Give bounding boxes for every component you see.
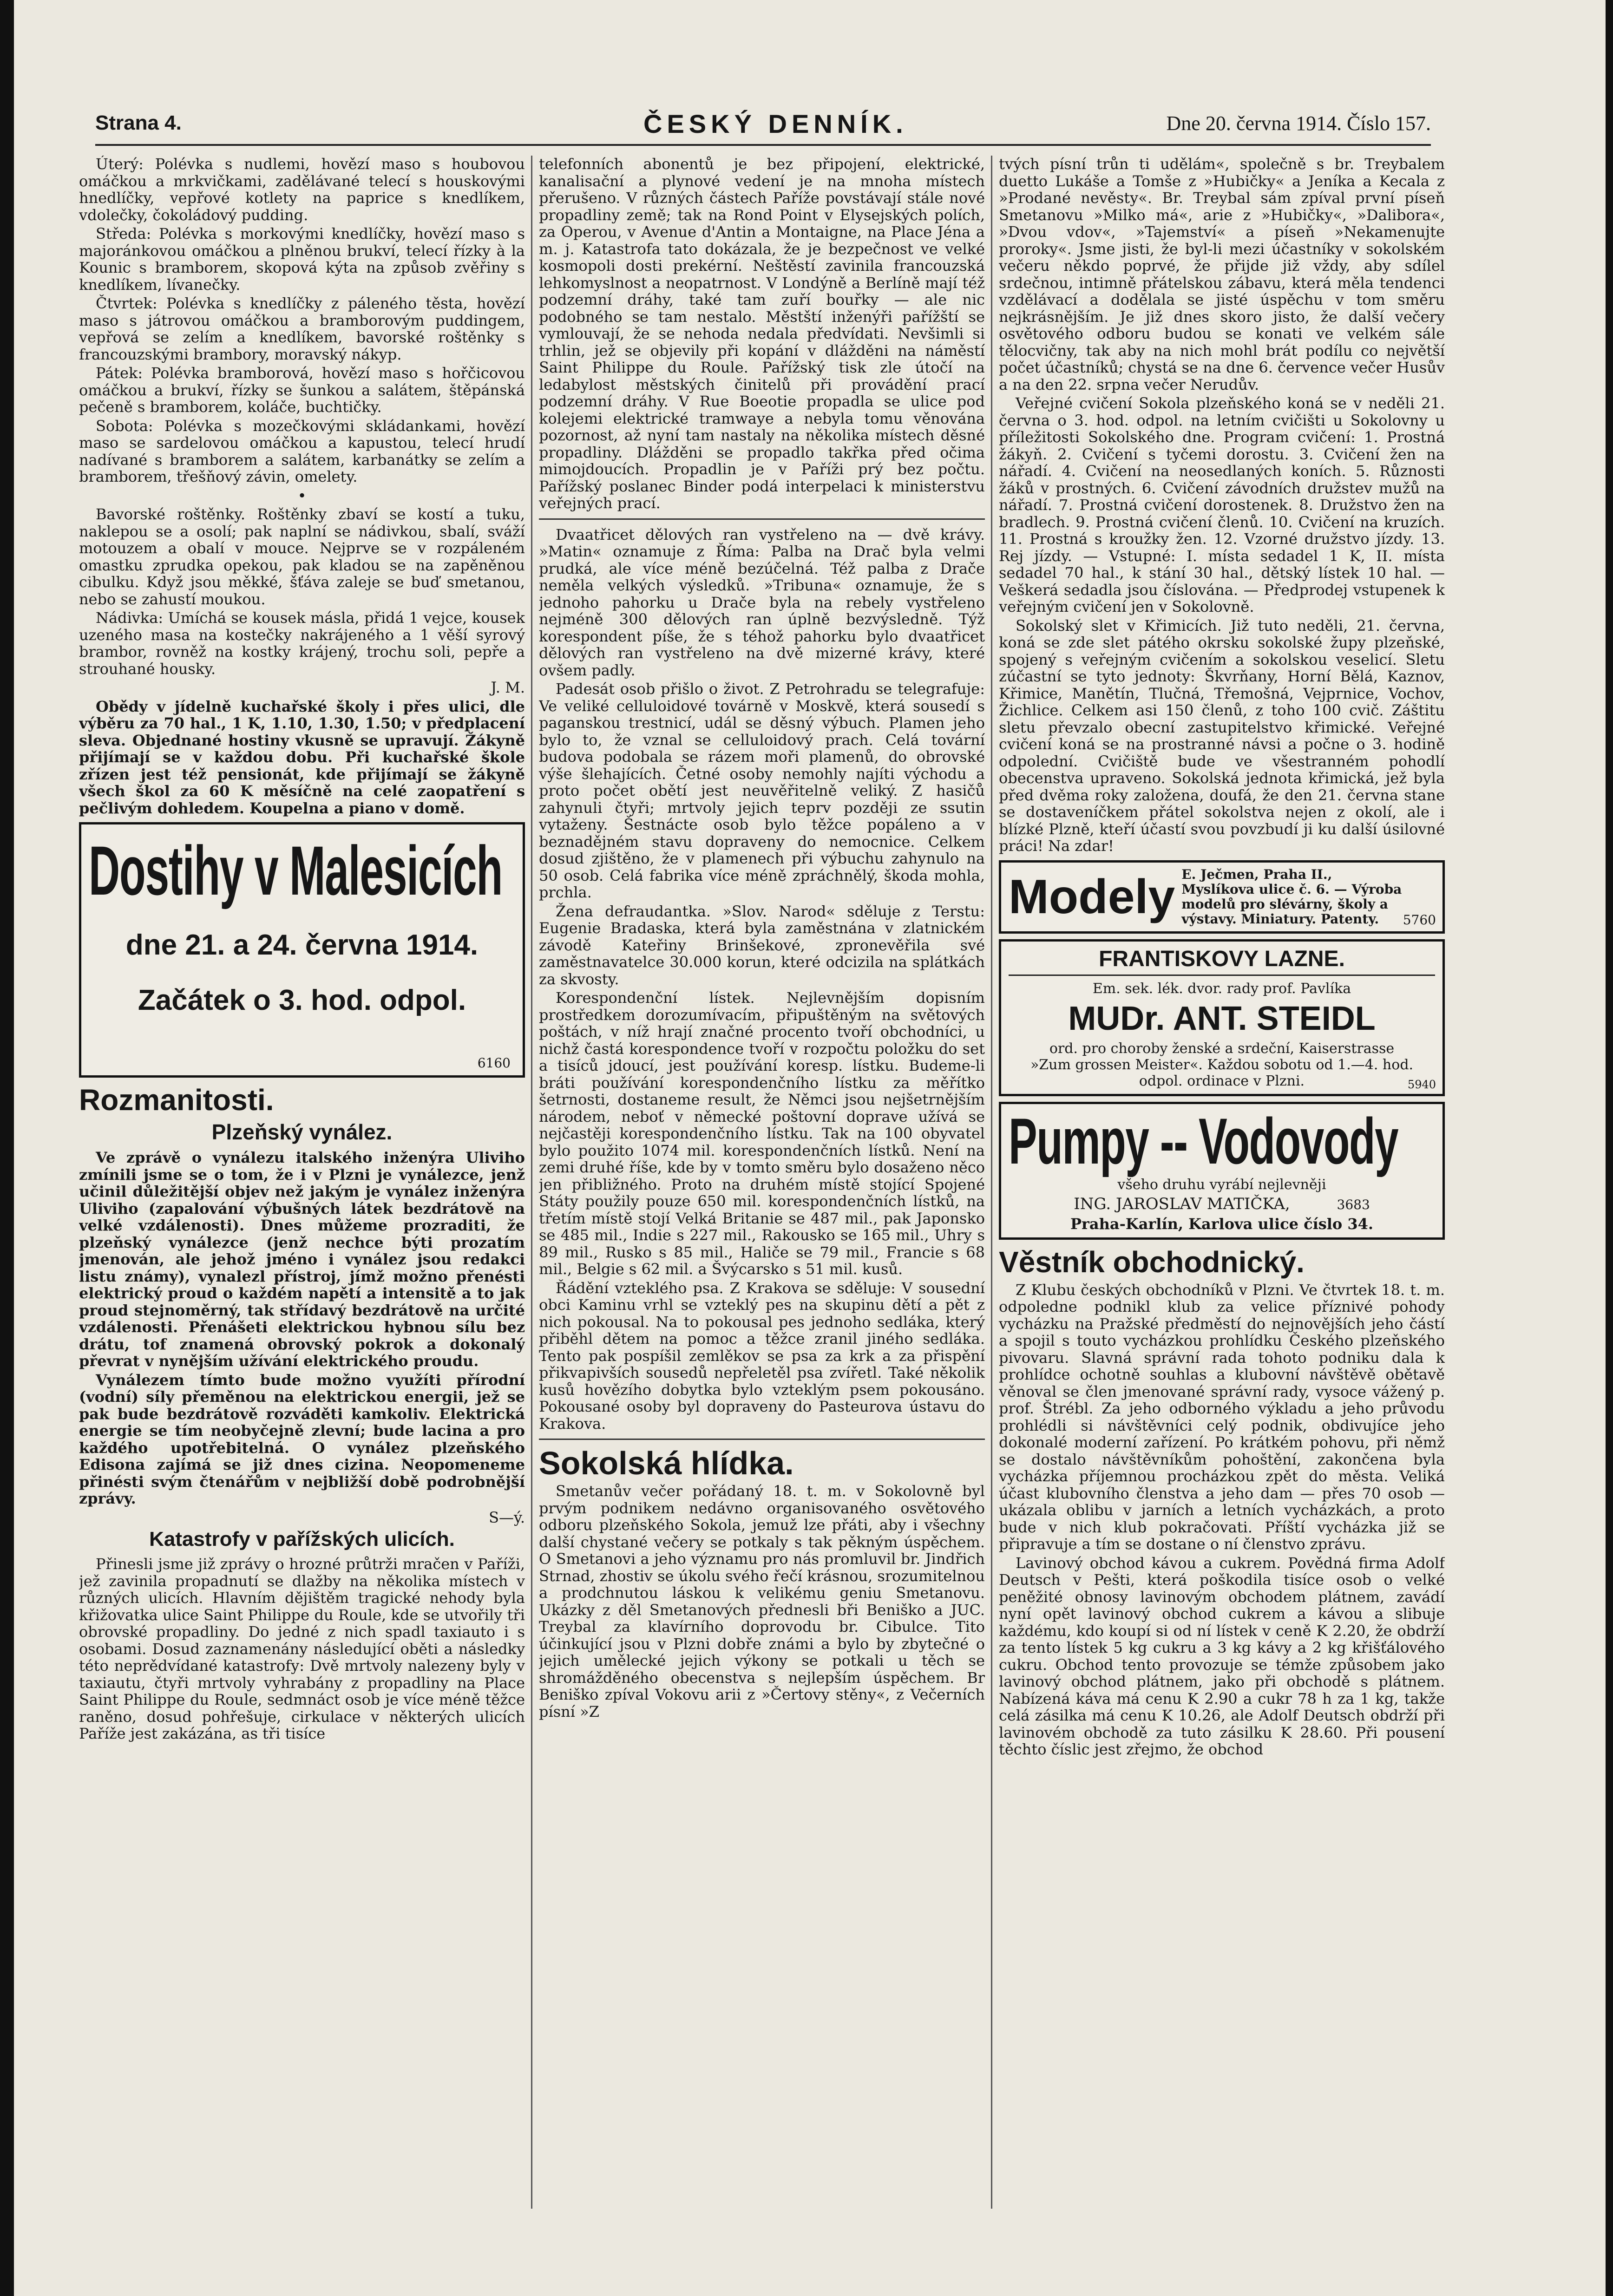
- menu-day: Středa: Polévka s morkovými knedlíčky, hovězí maso s majoránkovou omáčkou a plněnou brukví, telecí řízky à la Kounic s bramborem, skopová kýta na způsob zvěřiny s knedlíkem, lívanečky.: [79, 225, 525, 294]
- article-text: Veřejné cvičení Sokola plzeňského koná se v neděli 21. června o 3. hod. odpol. na letním cvičišti u Sokolovny u příležitosti Sokolského dne. Program cvičení: 1. Prostná žákyň. 2. Cvičení s tyčemi dorostu. 3. Cvičení žen na nářadí. 4. Cvičení na neosedlaných koních. 5. Různosti žáků v prostných. 6. Cvičení závodních družstev mužů na nářadí. 7. Prostná cvičení dorostenek. 8. Družstvo žen na bradlech. 9. Prostná cvičení členů. 10. Cvičení na kruzích. 11. Prostná s kroužky žen. 12. Vzorné družstvo jízdy. 13. Rej jízdy. — Vstupné: I. místa sedadel 1 K, II. místa sedadel 70 hal., k stání 30 hal., dětský lístek 10 hal. — Veškerá sedadla jsou číslována. — Předprodej vstupenek k veřejným cvičení jen v Sokolovně.: [999, 394, 1445, 615]
- ad-modely-text: E. Ječmen, Praha II., Myslíkova ulice č. 6. — Výroba modelů pro slévárny, školy a výstavy. Miniatury. Patenty.: [1181, 866, 1402, 927]
- article-text: Z Klubu českých obchodníků v Plzni. Ve čtvrtek 18. t. m. odpoledne podnikl klub za velice příznivé pohody vycházku na Pražské předměstí do nejnovějších jeho částí a spojil s touto vycházkou prohlídku Českého plzeňského pivovaru. Slavná správní rada tohoto podniku dala k prohlídce ochotně souhlas a klubovní návštěvě obětavě věnoval se člen jmenované správní rady, vysoce vážený p. prof. Štrébl. Za jeho odborného výkladu a jeho průvodu prohlédli si návštěvníci celý podnik, obdivujíce jeho dokonalé moderní zařízení. Po krátkém pohovu, při němž se dostalo návštěvníkům pohoštění, zakončena byla vycházka příjemnou procházkou zpět do města. Veliká účast klubovního členstva a jeho dam — přes 70 osob — ukázala oblibu v jarních a letních vycházkách, a proto bude v nich klub pokračovati. Příští vycházka již se připravuje a tím se dostane o ní členstvo zprávu.: [999, 1281, 1445, 1553]
- column-rule: [531, 156, 532, 2209]
- news-item: Žena defraudantka. »Slov. Narod« sděluje z Terstu: Eugenie Bradaska, která byla zaměstnána v zlatnickém závodě Kateřiny Brinšekové, zpronevěřila své zaměstnavatelce 30.000 korun, které odcizila na splátkách za skvosty.: [539, 902, 985, 988]
- news-item: Řádění vzteklého psa. Z Krakova se sděluje: V sousední obci Kaminu vrhl se vzteklý pes na skupinu dětí a pět z nich pokousal. Na to pokousal pes jednoho sedláka, který přiběhl dětem na pomoc a těžce zranil jiného sedláka. Tento pak pospíšil zemlěkov se psa za krk a za přispění přikvapivších sousedů nepřeletěl psa zvířetl. Také několik kusů hovězího dobytka bylo vzteklým psem pokousáno. Pokousané osoby byl dopraveny do Pasteurova ústavu do Krakova.: [539, 1279, 985, 1433]
- article-text: Smetanův večer pořádaný 18. t. m. v Sokolovně byl prvým podnikem nedávno organisovaného osvětového odboru plzeňského Sokola, jemuž lze přáti, aby i všechny další chystané večery se potkaly s tak pěkným úspěchem. O Smetanovi a jeho významu pro nás promluvil br. Jindřich Strnad, zhostiv se úkolu svého řečí krásnou, srozumitelnou a prodchnutou láskou k velikému geniu Smetanovu. Ukázky z děl Smetanových přednesli bři Beniško a JUC. Treybal za klavírního doprovodu br. Cibulce. Tito účinkující jsou v Plzni dobře známi a bylo by zbytečné o jejich umělecké jejich výkony se potkali u těch se shromážděného obecenstva s nejlepším úspěchem. Br Beniško zpíval Vokovu arii z »Čertovy stěny«, z Večerních písní »Z: [539, 1482, 985, 1720]
- column-2: [539, 156, 985, 2255]
- article-signature: S—ý.: [489, 1508, 525, 1526]
- ad-pumpy: [999, 1102, 1445, 1240]
- news-item: Korespondenční lístek. Nejlevnějším dopisním prostředkem dorozumívacím, připuštěným na světových poštách, v níž hrají značné procento tvoří obchodníci, u nichž častá korespondence tvoří v rozpočtu položku do set a tisíců jdoucí, jest používání koresp. lístku. Budeme-li bráti používání korespondenčního lístku za měřítko šetrnosti, dostaneme result, že Němci jsou nejšetrnějším národem, neboť v německé poštovní doprave užívá se nejčastěji korespondenčního lístku. Tak na 100 obyvatel bylo použito 1074 mil. korespondenčních lístků. Není na zemi druhé říše, kde by v tomto směru bylo dosaženo něco jen přibližného. Proto na druhém místě stojící Spojené Státy použily pouze 650 mil. korespondenčních lístků, na třetím místě stojí Velká Britanie se 487 mil., pak Japonsko se 485 mil., Indie s 227 mil., Rakousko se 165 mil., Uhry s 89 mil., Rusko s 85 mil., Haliče se 79 mil., Francie s 68 mil., Belgie s 62 mil. a Švýcarsko s 51 mil. kusů.: [539, 989, 985, 1278]
- ad-pumpy-address: Praha-Karlín, Karlova ulice číslo 34.: [1070, 1215, 1374, 1233]
- ad-code: 5940: [1407, 1078, 1436, 1091]
- recipe-signature: J. M.: [491, 679, 525, 696]
- bullet: •: [297, 486, 307, 504]
- article-text: Sokolský slet v Křimicích. Již tuto neděli, 21. června, koná se zde slet pátého okrsku sokolské župy plzeňské, spojený s veřejným cvičením a sokolskou veselicí. Sletu zúčastní se tyto jednoty: Škvrňany, Horní Bělá, Kaznov, Křimice, Manětín, Tlučná, Třemošná, Vejprnice, Vochov, Žichlice. Celkem asi 150 členů, z toho 100 cvič. Záštitu sletu převzalo obecní zastupitelstvo křimické. Veřejné cvičení koná se na prostranné návsi a počne o 3. hodině odpolední. Cvičiště bude ve všestranném pohodlí obecenstva upraveno. Sokolská jednota křimická, jež byla před dvěma roky založena, doufá, že den 21. června stane se dostaveníčkem přátel sokolstva nejen z okolí, ale i blízké Plzně, kteří účastí svou povzbudí ji ku další úsilovné práci! Na zdar!: [999, 616, 1445, 855]
- date-issue: Dne 20. června 1914. Číslo 157.: [1166, 112, 1431, 135]
- menu-day: Sobota: Polévka s mozečkovými skládankami, hovězí maso se sardelovou omáčkou a kapustou, telecí hrudí nadívané s bramborem a salátem, karbanátky se zelím a bramborem, třešňový závin, omelety.: [79, 417, 525, 485]
- ad-code: 5760: [1403, 912, 1436, 928]
- ad-steidl-line: Em. sek. lék. dvor. rady prof. Pavlíka: [1092, 980, 1351, 997]
- ad-modely-title: Modely: [1009, 870, 1175, 924]
- ad-steidl-name: MUDr. ANT. STEIDL: [1068, 1000, 1376, 1037]
- ad-pumpy-title: Pumpy -- Vodovody: [1009, 1104, 1398, 1177]
- ad-steidl-place: FRANTISKOVY LAZNE.: [1009, 946, 1435, 976]
- menu-day: Pátek: Polévka bramborová, hovězí maso s hořčicovou omáčkou a brukví, řízky se šunkou a salátem, štěpánská pečeně s bramborem, koláče, buchtičky.: [79, 364, 525, 416]
- section-heading: Sokolská hlídka.: [539, 1445, 794, 1481]
- ad-dostihy-dates: dne 21. a 24. června 1914.: [125, 929, 479, 961]
- header-rule: [95, 144, 1431, 146]
- ad-pumpy-company: ING. JAROSLAV MATIČKA,: [1074, 1194, 1290, 1213]
- ad-dostihy: [79, 822, 525, 1078]
- ad-dostihy-start: Začátek o 3. hod. odpol.: [138, 984, 466, 1016]
- page-header: [95, 111, 1431, 144]
- ad-code: 3683: [1337, 1197, 1370, 1212]
- ad-code: 6160: [477, 1055, 511, 1071]
- ad-pumpy-line: všeho druhu vyrábí nejlevněji: [1117, 1176, 1326, 1193]
- article-text: Lavinový obchod kávou a cukrem. Povědná firma Adolf Deutsch v Pešti, která poškodila tisíce osob o velké peněžité obnosy lavinovým obchodem plátnem, zavádí nyní opět lavinový obchod cukrem a kávou a slibuje každému, kdo koupí si od ní lístek v ceně K 2.20, že obdrží za tento lístek 5 kg cukru a 3 kg kávy a 2 kg křišťálového cukru. Obchod tento provozuje se témže způsobem jako lavinový obchod plátnem, jako při obchodě s plátnem. Nabízená káva má cenu K 2.90 a cukr 78 h za 1 kg, takže celá zásilka má cenu K 10.26, ale Adolf Deutsch obdrží při lavinovém obchodě za tuto zásilku K 28.60. Při pousení těchto číslic jest zřejmo, že obchod: [999, 1554, 1445, 1758]
- section-heading: Rozmanitosti.: [79, 1083, 274, 1117]
- section-heading: Věstník obchodnický.: [999, 1245, 1305, 1279]
- article-text: tvých písní trůn ti udělám«, společně s br. Treybalem duetto Lukáše a Tomše z »Hubičky« a Jeníka a Kecala z »Prodané nevěsty«. Br. Treybal sám zpíval první píseň Smetanovu »Milko má«, arie z »Hubičky«, »Dalibora«, »Dvou vdov«, »Tajemství« a píseň »Nekamenujte proroky«. Jsme jisti, že byl-li mezi účastníky v sokolském večeru někdo poprvé, že přijde již vždy, aby sdílel srdečnou, intimně přátelskou zábavu, která měla tendenci vzdělávací a dodělala se jisté úspěchu v tom směru nejkrásnějším. Je již dnes skoro jisto, že další večery osvětového odboru budou se konati ve velkém sále tělocvičny, tak aby na nich mohl brát podílu co největší počet účastníků; chystá se na dne 6. července večer Husův a na den 22. srpna večer Nerudův.: [999, 156, 1445, 393]
- article-text: Přinesli jsme již zprávy o hrozné průtrži mračen v Paříži, jež zavinila propadnutí se dlažby na několika místech v různých ulicích. Hlavním dějištěm tragické nehody byla křižovatka ulice Saint Philippe du Roule, kde se utvořily tři obrovské propadliny. Do jedné z nich spadl taxiauto i s osobami. Dosud zaznamenány následující oběti a následky této neprědvídané katastrofy: Dvě mrtvoly nalezeny byly v taxiautu, čtyři mrtvoly vyhrabány z propadliny na Place Saint Philippe du Roule, sedmnáct osob je více méně těžce raněno, dosud pohřešuje, cirkulace v některých ulicích Paříže jest zakázána, as tři tisíce: [79, 1555, 525, 1742]
- recipe-text: Bavorské roštěnky. Roštěnky zbaví se kostí a tuku, naklepou se a osolí; pak naplní se nádivkou, sbalí, sváží motouzem a obalí v mouce. Nejprve se v rozpáleném omastku zprudka opekou, pak kladou se na zapěněnou cibulku. Když jsou měkké, šťáva zaleje se buď smetanou, nebo se zahustí moukou.: [79, 505, 525, 608]
- scan-edge-right: [1606, 0, 1613, 2296]
- news-item: Padesát osob přišlo o život. Z Petrohradu se telegrafuje: Ve veliké celluloidové továrně v Moskvě, která sousedí s paganskou trestnicí, udál se děsný výbuch. Plamen jeho bylo to, že vznal se celluloidový prach. Celá tovární budova podobala se rázem moři plamenů, do obrovské výše šlehajících. Četné osoby nemohly najíti východu a proto počet obětí jest neuvěřitelně veliký. Z hasičů zahynuli čtyři; mrtvoly jejich teprv později ze ssutin vytaženy. Šestnácte osob bylo těžce popáleno a v beznadějném stavu dopraveny do nemocnice. Celkem dosud zjištěno, že v plamenech při výbuchu zahynulo na 50 osob. Celá fabrika více méně zpráchnělý, škoda mohla, prchla.: [539, 680, 985, 901]
- article-heading: Plzeňský vynález.: [211, 1120, 393, 1144]
- ad-modely: [999, 860, 1445, 934]
- divider: [539, 1439, 985, 1440]
- column-3: [999, 156, 1445, 2255]
- menu-day: Čtvrtek: Polévka s knedlíčky z páleného těsta, hovězí maso s játrovou omáčkou a bramborovým puddingem, vepřová se zelím a knedlíkem, bavorské roštěnky s francouzskými brambory, moravský nákyp.: [79, 294, 525, 363]
- ad-steidl: [999, 939, 1445, 1096]
- column-rule: [991, 156, 992, 2209]
- news-item: Dvaatřicet dělových ran vystřeleno na — dvě krávy. »Matin« oznamuje z Říma: Palba na Drač byla velmi prudká, ale více méně bezúčelná. Též palba z Drače neměla velkých výsledků. »Tribuna« oznamuje, že s jednoho pahorku u Drače byla na rebely vystřeleno nejméně 300 dělových ran úplně bezvýsledně. Týž korespondent píše, že s téhož pahorku bylo dvaatřicet dělových ran vystřeleno na dvě mizerné krávy, které ovšem padly.: [539, 525, 985, 679]
- article-text: Ve zprávě o vynálezu italského inženýra Uliviho zmínili jsme se o tom, že i v Plzni je vynálezce, jenž učinil důležitější objev než jakým je vynález inženýra Uliviho (zapalování výbušných látek bezdrátově na velké vzdálenosti). Dnes můžeme prozraditi, že plzeňský vynálezce (jenž nechce býti prozatím jmenován, ale jehož jméno i vynález jsou redakci listu známy), vynalezl přístroj, jímž možno přenésti elektrický proud o každém napětí a intensitě a to jak proud stejnoměrný, tak střídavý bezdrátově na určité vzdálenosti. Přenášeti elektrickou hybnou sílu bez drátu, tof znamená obrovský pokrok a dokonalý převrat v nynějším užívání elektrického proudu.: [79, 1149, 525, 1370]
- menu-day: Úterý: Polévka s nudlemi, hovězí maso s houbovou omáčkou a mrkvičkami, zadělávané telecí s houskovými hnedlíčky, vepřové kotlety na paprice s knedlíkem, vdolečky, čokoládový pudding.: [79, 156, 525, 224]
- scan-edge-left: [0, 0, 14, 2296]
- column-1: [79, 156, 525, 2255]
- recipe-text: Nádivka: Umíchá se kousek másla, přidá 1 vejce, kousek uzeného masa na kostečky nakrájeného a 1 věší syrový brambor, rovněž na kostky krájený, trochu soli, pepře a strouhané housky.: [79, 609, 525, 678]
- ad-pumpy-name: [1009, 1195, 1435, 1213]
- article-text: telefonních abonentů je bez připojení, elektrické, kanalisační a plynové vedení je na mnoha místech přerušeno. V různých částech Paříže povstávají stále nové propadliny země; tak na Rond Point v Elysejských polích, za Operou, v Avenue d'Antin a Montaigne, na Place Jéna a m. j. Katastrofa tato dokázala, že je bezpečnost ve velké kosmopoli dosti prekérní. Neštěstí zavinila francouzská lehkomyslnost a neopatrnost. V Londýně a Berlíně mají též podzemní dráhy, také tam zuří bouřky — ale nic podobného se tam nestalo. Městští inženýři pařížští se vymlouvají, že se nehoda nedala předvídati. Nevšimli si trhlin, jež se objevily při kopání v dlážděni na náměstí Saint Philippe du Roule. Pařížský tisk zle útočí na ledabylost městských činitelů při provádění prací podzemní dráhy. V Rue Boeotie propadla se ulice pod kolejemi elektrické tramwaye a nebyla tomu věnována pozornost, až nyní tam nastaly na několika místech děsné propadliny. Dlážděni se propadlo takřka před očima mimojdoucích. Propadlin je v Paříži prý bez počtu. Pařížský poslanec Binder podá interpelaci k ministerstvu veřejných prací.: [539, 156, 985, 512]
- school-lunch-notice: Obědy v jídelně kuchařské školy i přes ulici, dle výběru za 70 hal., 1 K, 1.10, 1.30, 1.50; v předplacení sleva. Objednané hostiny vkusně se upravují. Žákyně přijímají se v každou dobu. Při kuchařské škole zřízen jest též pensionát, kde přijímají se žákyně všech škol za 60 K měsíčně na celé zaopatření s pečlivým dohledem. Koupelna a piano v domě.: [79, 697, 525, 817]
- page-number: Strana 4.: [95, 111, 182, 134]
- article-text: Vynálezem tímto bude možno využíti přírodní (vodní) síly přeměnou na elektrickou energii, jež se pak bude bezdrátově rozváděti kamkoliv. Elektrická energie se tím neobyčejně zlevní; bude lacina a pro každého upotřebitelná. O vynález plzeňského Edisona zajímá se již dnes cizina. Neopomeneme přinésti svým čtenářům v nejbližší době podrobnější zprávy.: [79, 1371, 525, 1507]
- article-heading: Katastrofy v pařížských ulicích.: [149, 1528, 455, 1550]
- ad-dostihy-title: Dostihy v Malesicích: [89, 831, 503, 909]
- ad-steidl-text: ord. pro choroby ženské a srdeční, Kaiserstrasse »Zum grossen Meister«. Každou sobotu od 1.—4. hod. odpol. ordinace v Plzni.: [1030, 1040, 1414, 1089]
- newspaper-title: ČESKÝ DENNÍK.: [643, 109, 908, 138]
- divider: [539, 518, 985, 520]
